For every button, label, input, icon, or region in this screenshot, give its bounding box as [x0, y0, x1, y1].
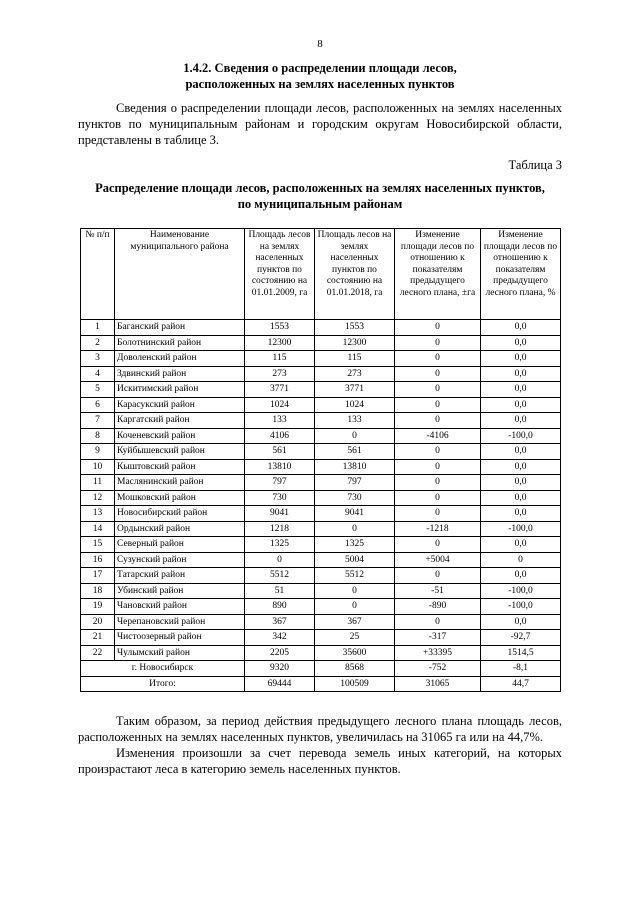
row-change-pct: -100,0: [481, 521, 561, 537]
row-area-2018: 13810: [315, 459, 395, 475]
row-change-pct: 0,0: [481, 320, 561, 336]
table-title: [80, 180, 560, 212]
page-number: 8: [317, 38, 323, 50]
total-label: Итого:: [81, 676, 245, 692]
row-num: 20: [81, 614, 115, 630]
total-change-ha: 31065: [395, 676, 481, 692]
row-change-ha: -317: [395, 630, 481, 646]
row-change-ha: 0: [395, 444, 481, 460]
row-change-pct: 0: [481, 552, 561, 568]
row-change-pct: 0,0: [481, 335, 561, 351]
row-district-name: Карасукский район: [115, 397, 245, 413]
row-district-name: Коченевский район: [115, 428, 245, 444]
row-change-pct: 0,0: [481, 366, 561, 382]
header-change-pct: Изменение площади лесов по отношению к показателям предыдущего лесного плана, %: [481, 229, 561, 320]
section-title-line2: расположенных на землях населенных пунктов: [185, 77, 455, 91]
row-area-2018: 273: [315, 366, 395, 382]
row-district-name: Ордынский район: [115, 521, 245, 537]
row-num: 6: [81, 397, 115, 413]
row-change-pct: -100,0: [481, 428, 561, 444]
table-row: [81, 521, 561, 537]
conclusion-paragraph: Таким образом, за период действия предыдущего лесного плана площадь лесов, расположенных на землях населенных пунктов, увеличилась на 31065 га или на 44,7%.: [78, 714, 562, 744]
row-area-2009: 1024: [245, 397, 315, 413]
row-area-2009: 133: [245, 413, 315, 429]
row-area-2009: 9041: [245, 506, 315, 522]
row-change-ha: 0: [395, 320, 481, 336]
row-area-2018: 5512: [315, 568, 395, 584]
row-area-2018: 561: [315, 444, 395, 460]
row-num: 13: [81, 506, 115, 522]
row-area-2018: 115: [315, 351, 395, 367]
row-area-2018: 0: [315, 428, 395, 444]
row-area-2009: 5512: [245, 568, 315, 584]
table-row: [81, 351, 561, 367]
row-area-2009: 367: [245, 614, 315, 630]
table-row: [81, 320, 561, 336]
header-area-2018: Площадь лесов на землях населенных пунктов по состоянию на 01.01.2018, га: [315, 229, 395, 320]
forest-area-table: [80, 228, 561, 692]
row-area-2009: 51: [245, 583, 315, 599]
city-change-ha: -752: [395, 661, 481, 677]
row-change-ha: -51: [395, 583, 481, 599]
table-row: [81, 428, 561, 444]
total-area-2018: 100509: [315, 676, 395, 692]
row-area-2009: 115: [245, 351, 315, 367]
row-change-pct: 0,0: [481, 459, 561, 475]
row-change-ha: 0: [395, 459, 481, 475]
row-num: 15: [81, 537, 115, 553]
total-area-2009: 69444: [245, 676, 315, 692]
table-row: [81, 552, 561, 568]
row-district-name: Чулымский район: [115, 645, 245, 661]
row-num: 9: [81, 444, 115, 460]
total-change-pct: 44,7: [481, 676, 561, 692]
city-area-2018: 8568: [315, 661, 395, 677]
row-change-ha: 0: [395, 506, 481, 522]
table-row: [81, 335, 561, 351]
row-num: 12: [81, 490, 115, 506]
row-area-2018: 133: [315, 413, 395, 429]
row-district-name: Доволенский район: [115, 351, 245, 367]
row-change-pct: 1514,5: [481, 645, 561, 661]
row-change-pct: 0,0: [481, 413, 561, 429]
row-district-name: Убинский район: [115, 583, 245, 599]
row-district-name: Искитимский район: [115, 382, 245, 398]
row-district-name: Баганский район: [115, 320, 245, 336]
row-area-2018: 3771: [315, 382, 395, 398]
row-district-name: Кыштовский район: [115, 459, 245, 475]
changes-paragraph: Изменения произошли за счет перевода земель иных категорий, на которых произрастают леса в категорию земель населенных пунктов.: [78, 746, 562, 776]
row-change-pct: 0,0: [481, 614, 561, 630]
row-area-2009: 2205: [245, 645, 315, 661]
row-num: 14: [81, 521, 115, 537]
row-area-2009: 1553: [245, 320, 315, 336]
table-row: [81, 459, 561, 475]
section-title: [80, 60, 560, 92]
row-change-pct: -100,0: [481, 583, 561, 599]
row-district-name: Мошковский район: [115, 490, 245, 506]
row-change-pct: 0,0: [481, 397, 561, 413]
table-row: [81, 645, 561, 661]
table-row: [81, 475, 561, 491]
row-num: 18: [81, 583, 115, 599]
table-caption: Таблица 3: [508, 158, 562, 172]
row-area-2009: 273: [245, 366, 315, 382]
table-row: [81, 614, 561, 630]
row-change-pct: 0,0: [481, 382, 561, 398]
table-row: [81, 366, 561, 382]
header-change-ha: Изменение площади лесов по отношению к показателям предыдущего лесного плана, ±га: [395, 229, 481, 320]
row-district-name: Куйбышевский район: [115, 444, 245, 460]
row-area-2018: 0: [315, 521, 395, 537]
row-district-name: Каргатский район: [115, 413, 245, 429]
row-num: 11: [81, 475, 115, 491]
header-area-2009: Площадь лесов на землях населенных пунктов по состоянию на 01.01.2009, га: [245, 229, 315, 320]
row-district-name: Болотнинский район: [115, 335, 245, 351]
row-change-ha: 0: [395, 568, 481, 584]
row-district-name: Чистоозерный район: [115, 630, 245, 646]
row-num: 8: [81, 428, 115, 444]
row-district-name: Чановский район: [115, 599, 245, 615]
row-num: 1: [81, 320, 115, 336]
row-change-ha: 0: [395, 335, 481, 351]
row-area-2018: 367: [315, 614, 395, 630]
row-area-2009: 13810: [245, 459, 315, 475]
row-change-ha: 0: [395, 397, 481, 413]
row-change-ha: 0: [395, 490, 481, 506]
table-title-line2: по муниципальным районам: [237, 197, 403, 211]
row-change-ha: 0: [395, 475, 481, 491]
row-district-name: Сузунский район: [115, 552, 245, 568]
section-title-line1: 1.4.2. Сведения о распределении площади лесов,: [183, 61, 457, 75]
row-area-2018: 1553: [315, 320, 395, 336]
row-area-2009: 1325: [245, 537, 315, 553]
table-row: [81, 397, 561, 413]
row-area-2009: 0: [245, 552, 315, 568]
row-area-2009: 890: [245, 599, 315, 615]
row-change-pct: 0,0: [481, 444, 561, 460]
table-row: [81, 630, 561, 646]
row-district-name: Новосибирский район: [115, 506, 245, 522]
row-change-ha: -4106: [395, 428, 481, 444]
row-area-2009: 1218: [245, 521, 315, 537]
row-area-2018: 1024: [315, 397, 395, 413]
row-change-ha: 0: [395, 351, 481, 367]
intro-paragraph: Сведения о распределении площади лесов, расположенных на землях населенных пунктов по муниципальным районам и городским округам Новосибирской области, представлены в таблице 3.: [78, 101, 562, 147]
row-num: 21: [81, 630, 115, 646]
row-district-name: Здвинский район: [115, 366, 245, 382]
row-change-ha: 0: [395, 413, 481, 429]
row-district-name: Маслянинский район: [115, 475, 245, 491]
row-num: 7: [81, 413, 115, 429]
table-row: [81, 537, 561, 553]
row-change-pct: -92,7: [481, 630, 561, 646]
table-row: [81, 444, 561, 460]
table-row: [81, 382, 561, 398]
row-change-pct: 0,0: [481, 537, 561, 553]
row-num: 4: [81, 366, 115, 382]
row-change-pct: 0,0: [481, 568, 561, 584]
row-district-name: Татарский район: [115, 568, 245, 584]
table-row: [81, 490, 561, 506]
city-row: [81, 661, 561, 677]
city-area-2009: 9320: [245, 661, 315, 677]
city-change-pct: -8,1: [481, 661, 561, 677]
row-change-pct: 0,0: [481, 475, 561, 491]
row-num: 22: [81, 645, 115, 661]
row-area-2018: 0: [315, 583, 395, 599]
row-area-2018: 9041: [315, 506, 395, 522]
table-header-row: [81, 229, 561, 320]
table-body: [81, 320, 561, 661]
row-district-name: Северный район: [115, 537, 245, 553]
row-area-2018: 730: [315, 490, 395, 506]
row-num: 3: [81, 351, 115, 367]
table-row: [81, 599, 561, 615]
row-num: 10: [81, 459, 115, 475]
row-area-2009: 342: [245, 630, 315, 646]
row-num: 5: [81, 382, 115, 398]
row-area-2018: 12300: [315, 335, 395, 351]
row-change-pct: 0,0: [481, 506, 561, 522]
total-row: [81, 676, 561, 692]
row-area-2009: 561: [245, 444, 315, 460]
row-change-pct: 0,0: [481, 351, 561, 367]
row-area-2009: 12300: [245, 335, 315, 351]
row-area-2018: 5004: [315, 552, 395, 568]
row-district-name: Черепановский район: [115, 614, 245, 630]
row-area-2018: 1325: [315, 537, 395, 553]
table-row: [81, 506, 561, 522]
row-area-2018: 797: [315, 475, 395, 491]
row-change-ha: 0: [395, 537, 481, 553]
row-change-ha: -1218: [395, 521, 481, 537]
table-title-line1: Распределение площади лесов, расположенных на землях населенных пунктов,: [95, 181, 545, 195]
row-change-ha: +33395: [395, 645, 481, 661]
row-num: 19: [81, 599, 115, 615]
row-change-ha: -890: [395, 599, 481, 615]
row-area-2018: 35600: [315, 645, 395, 661]
row-area-2018: 25: [315, 630, 395, 646]
table-row: [81, 413, 561, 429]
city-name: г. Новосибирск: [81, 661, 245, 677]
table-row: [81, 583, 561, 599]
header-num: № п/п: [81, 229, 115, 320]
row-change-ha: +5004: [395, 552, 481, 568]
row-num: 16: [81, 552, 115, 568]
header-district-name: Наименование муниципального района: [115, 229, 245, 320]
row-change-ha: 0: [395, 614, 481, 630]
row-area-2009: 3771: [245, 382, 315, 398]
table-row: [81, 568, 561, 584]
row-num: 17: [81, 568, 115, 584]
row-change-pct: 0,0: [481, 490, 561, 506]
row-area-2009: 4106: [245, 428, 315, 444]
row-area-2009: 797: [245, 475, 315, 491]
row-area-2018: 0: [315, 599, 395, 615]
row-change-ha: 0: [395, 366, 481, 382]
row-num: 2: [81, 335, 115, 351]
row-change-pct: -100,0: [481, 599, 561, 615]
row-area-2009: 730: [245, 490, 315, 506]
row-change-ha: 0: [395, 382, 481, 398]
